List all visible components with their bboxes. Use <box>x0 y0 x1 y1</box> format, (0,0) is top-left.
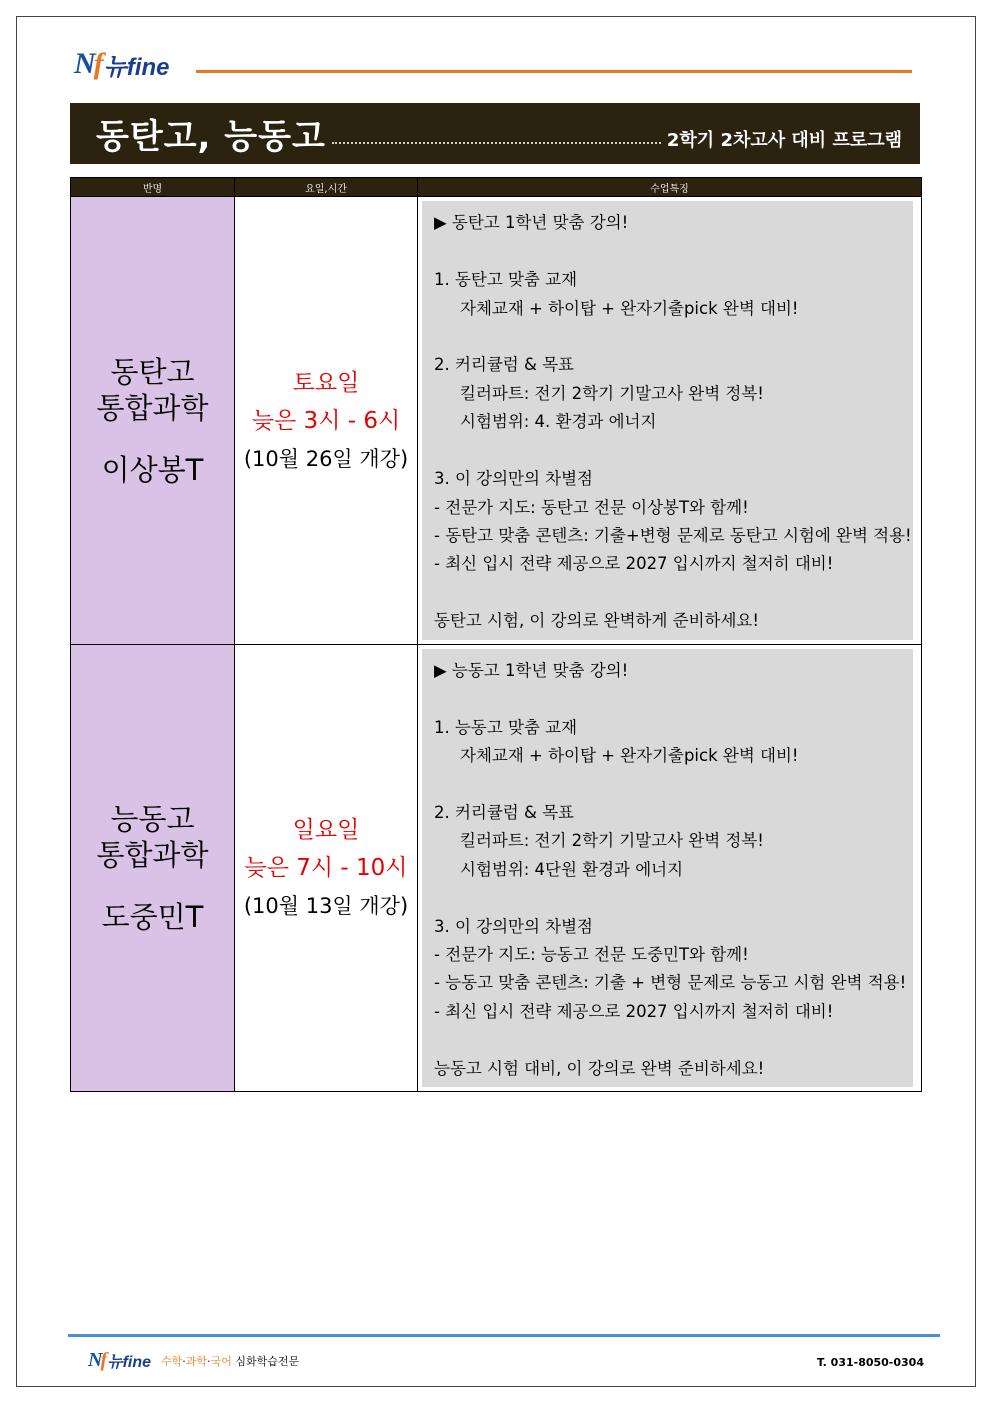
footer-logo-mark-f: f <box>100 1349 106 1371</box>
schedule-table <box>70 177 922 1092</box>
feature-line: 시험범위: 4. 환경과 에너지 <box>460 412 657 432</box>
class-school: 능동고 <box>110 802 195 837</box>
feature-line: - 전문가 지도: 동탄고 전문 이상봉T와 함께! <box>434 497 749 517</box>
subject-korean: 국어 <box>210 1354 232 1368</box>
class-subject: 통합과학 <box>96 838 209 873</box>
feature-line: 능동고 시험 대비, 이 강의로 완벽 준비하세요! <box>434 1058 765 1078</box>
feature-line: - 전문가 지도: 능동고 전문 도중민T와 함께! <box>434 945 749 965</box>
feature-line: 동탄고 시험, 이 강의로 완벽하게 준비하세요! <box>434 611 759 631</box>
header-class-name: 반명 <box>71 178 235 197</box>
footer-tagline <box>161 1353 299 1369</box>
footer-specialty: 심화학습전문 <box>235 1354 300 1368</box>
class-name-cell <box>71 197 235 645</box>
subject-separator: · <box>182 1354 186 1368</box>
subject-separator: · <box>207 1354 211 1368</box>
feature-line: - 능동고 맞춤 콘텐츠: 기출 + 변형 문제로 능동고 시험 완벽 적용! <box>434 973 907 993</box>
class-school: 동탄고 <box>110 354 195 389</box>
feature-line: - 최신 입시 전략 제공으로 2027 입시까지 철저히 대비! <box>434 554 834 574</box>
feature-line: 시험범위: 4단원 환경과 에너지 <box>460 859 684 879</box>
feature-line: 1. 능동고 맞춤 교재 <box>434 717 578 737</box>
table-row <box>71 645 922 1092</box>
class-time: 늦은 3시 - 6시 <box>251 407 401 434</box>
feature-line: 킬러파트: 전기 2학기 기말고사 완벽 정복! <box>460 831 764 851</box>
feature-line: ▶ 능동고 1학년 맞춤 강의! <box>434 661 629 680</box>
page-title: 동탄고, 능동고 <box>96 117 326 157</box>
footer-phone: T. 031-8050-0304 <box>816 1356 924 1369</box>
table-header-row <box>71 178 922 197</box>
class-name-cell <box>71 645 235 1092</box>
feature-line: 3. 이 강의만의 차별점 <box>434 916 593 936</box>
header-day-time: 요일,시간 <box>235 178 418 197</box>
footer-logo-text: 뉴fine <box>107 1354 152 1371</box>
feature-line: - 최신 입시 전략 제공으로 2027 입시까지 철저히 대비! <box>434 1001 834 1021</box>
feature-line: 1. 동탄고 맞춤 교재 <box>434 270 578 290</box>
feature-line: - 동탄고 맞춤 콘텐츠: 기출+변형 문제로 동탄고 시험에 완벽 적용! <box>434 525 912 545</box>
features-box <box>422 201 913 639</box>
feature-line: 2. 커리큘럼 & 목표 <box>434 355 574 375</box>
day-time-cell <box>235 645 418 1092</box>
footer-logo <box>88 1349 299 1372</box>
class-time: 늦은 7시 - 10시 <box>244 855 408 882</box>
feature-line: 자체교재 + 하이탑 + 완자기출pick 완벽 대비! <box>460 746 799 766</box>
subject-math: 수학 <box>161 1354 183 1368</box>
logo-text: 뉴fine <box>103 53 170 81</box>
feature-line: 2. 커리큘럼 & 목표 <box>434 803 574 822</box>
logo-mark-f: f <box>93 47 102 80</box>
logo-mark-n: N <box>74 47 94 80</box>
day-time-cell <box>235 197 418 645</box>
features-box <box>422 649 913 1087</box>
footer-divider <box>68 1334 940 1337</box>
logo-mark <box>74 47 102 81</box>
header-features: 수업특징 <box>418 178 922 197</box>
title-dotted-leader <box>332 142 661 144</box>
class-teacher: 도중민T <box>101 900 204 935</box>
class-open-date: (10월 13일 개강) <box>243 894 409 919</box>
table-row <box>71 197 922 645</box>
subject-science: 과학 <box>185 1354 208 1368</box>
feature-line: 3. 이 강의만의 차별점 <box>434 469 593 489</box>
class-open-date: (10월 26일 개강) <box>243 446 409 471</box>
feature-line: 킬러파트: 전기 2학기 기말고사 완벽 정복! <box>460 383 764 403</box>
feature-line: ▶ 동탄고 1학년 맞춤 강의! <box>434 213 629 233</box>
header-logo <box>74 46 170 82</box>
class-day: 일요일 <box>292 817 360 844</box>
footer-logo-mark-n: N <box>88 1349 101 1371</box>
class-teacher: 이상봉T <box>101 452 204 487</box>
title-bar <box>70 103 920 164</box>
page-subtitle: 2학기 2차고사 대비 프로그램 <box>666 129 902 151</box>
header-divider <box>196 70 912 73</box>
class-subject: 통합과학 <box>96 390 209 425</box>
features-cell <box>418 197 922 645</box>
features-cell <box>418 645 922 1092</box>
footer-logo-mark <box>88 1349 105 1372</box>
feature-line: 자체교재 + 하이탑 + 완자기출pick 완벽 대비! <box>460 298 799 318</box>
class-day: 토요일 <box>292 369 360 396</box>
